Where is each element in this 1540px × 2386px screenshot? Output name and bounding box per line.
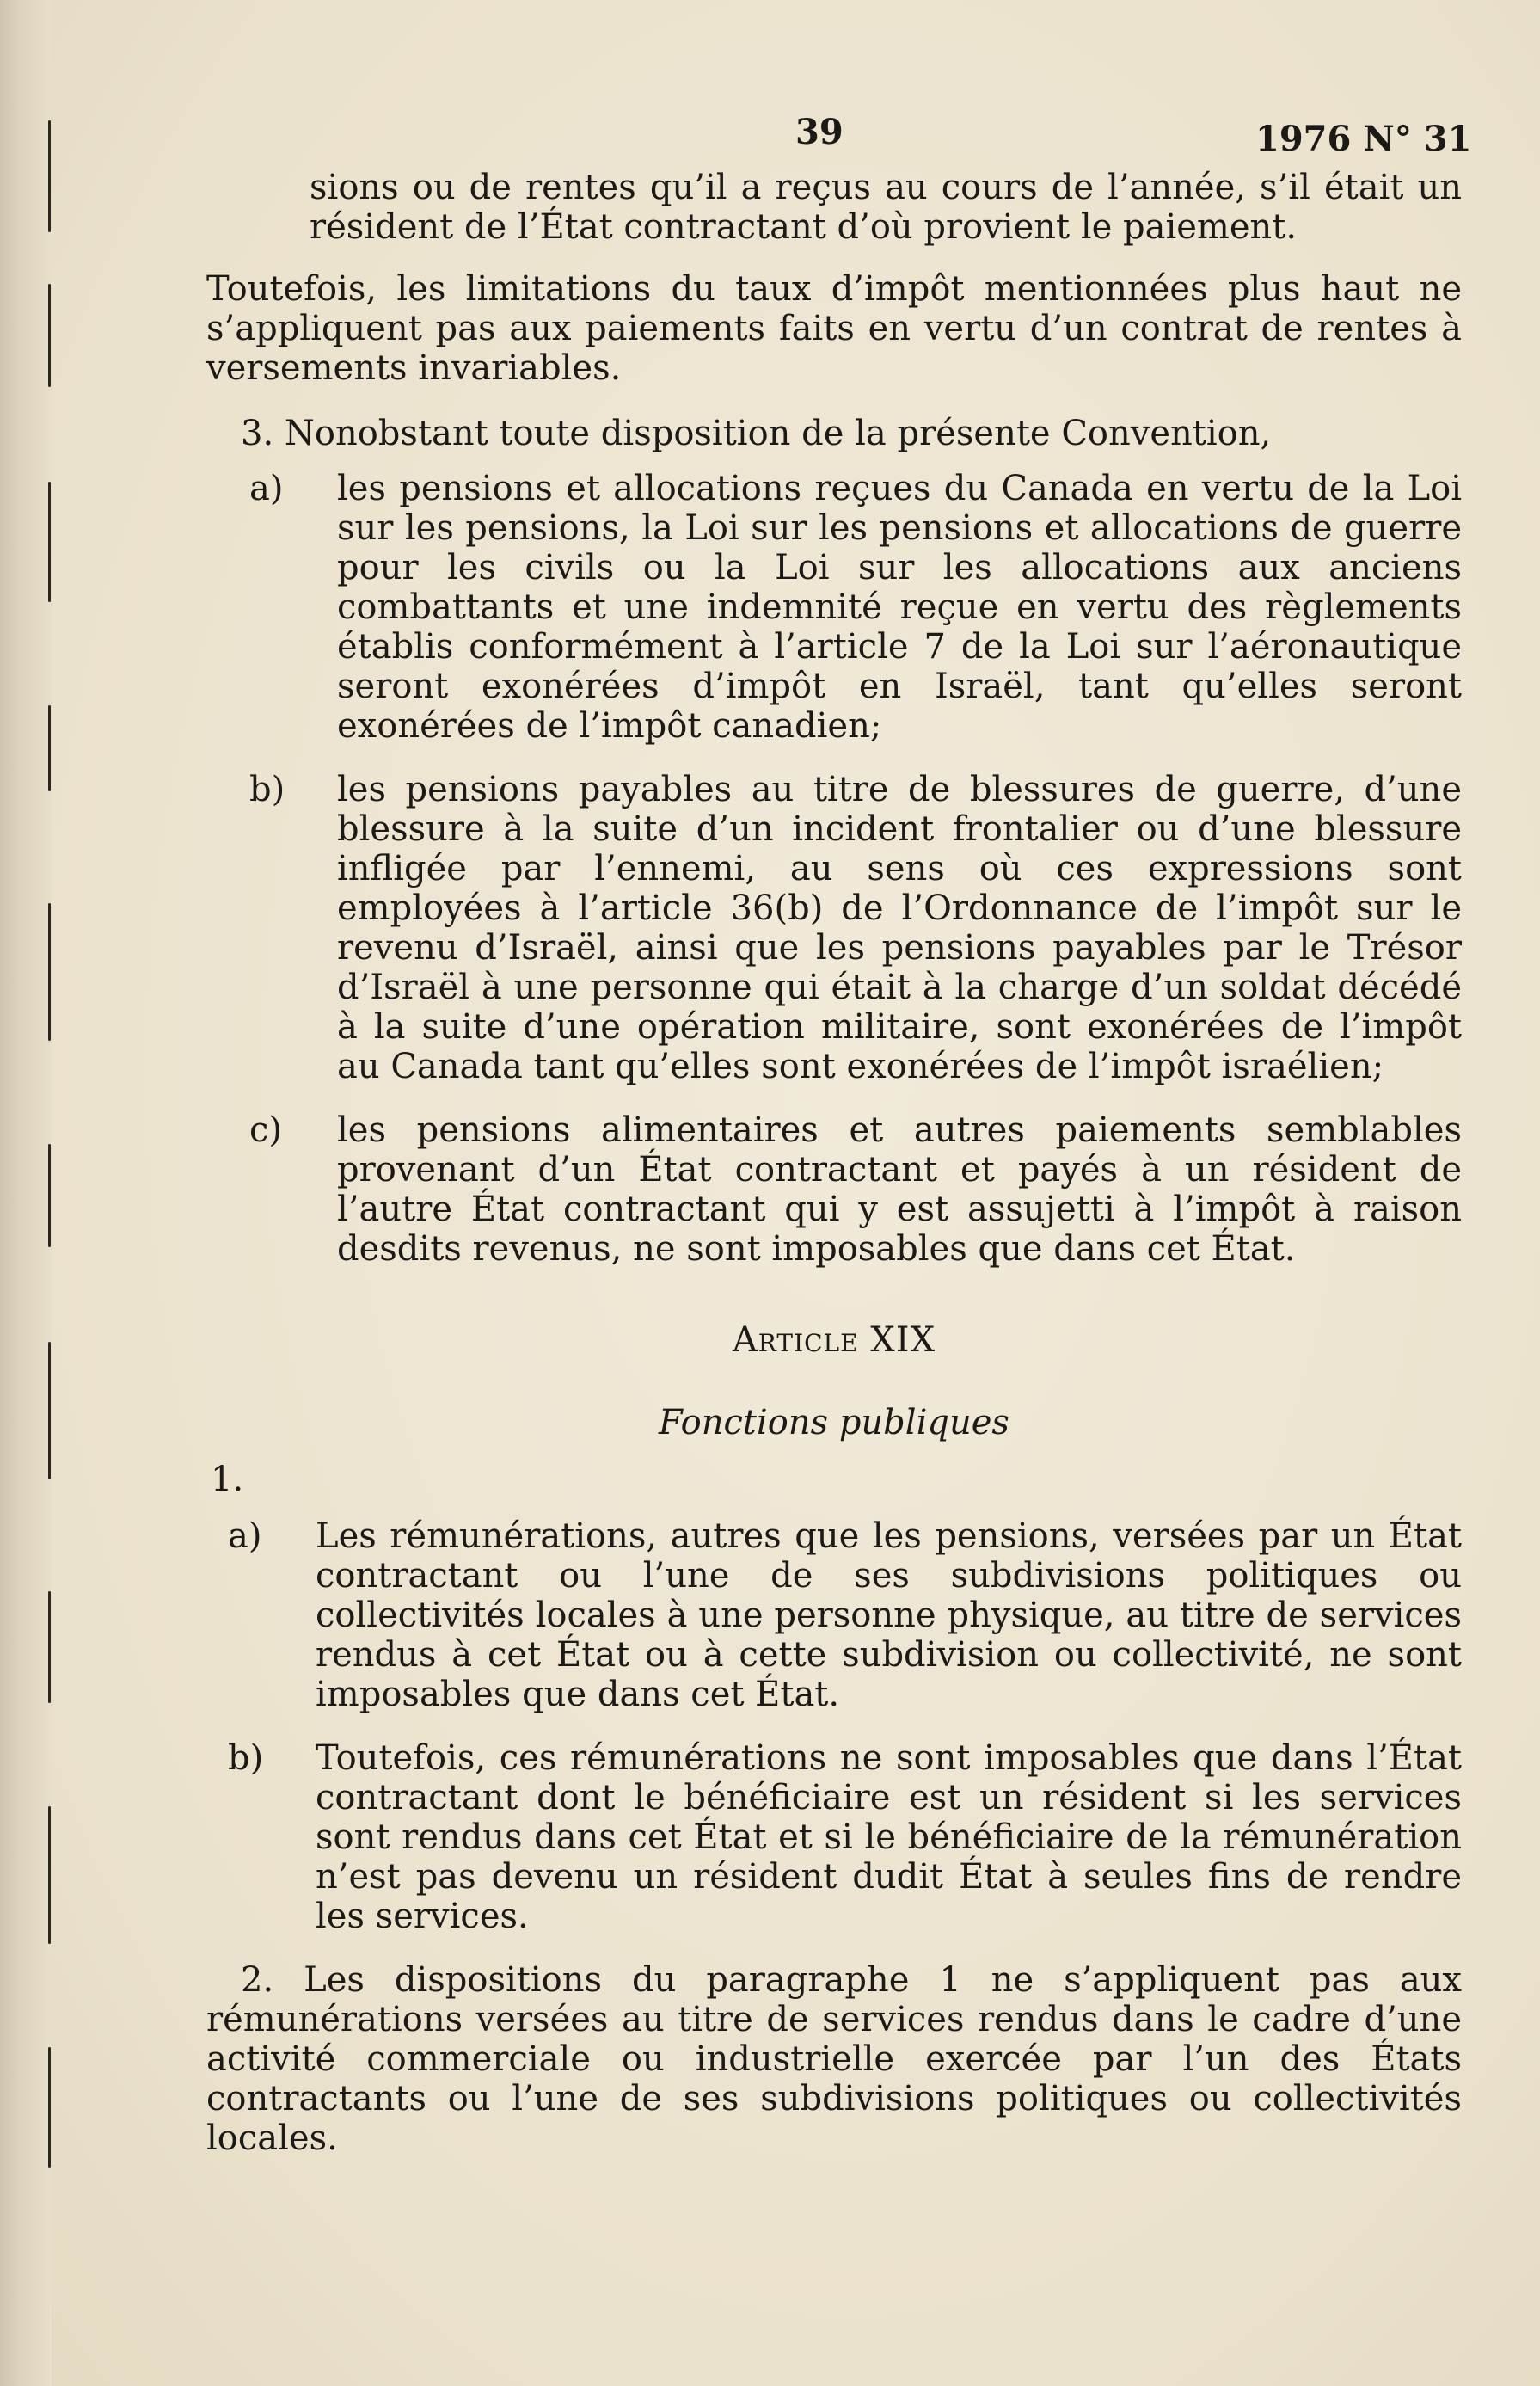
binding-mark	[48, 482, 51, 602]
paragraph-3-heading: 3. Nonobstant toute disposition de la présente Convention,	[241, 414, 1272, 453]
list-text: les pensions payables au titre de blessures de guerre, d’une blessure à la suite d’un incident frontalier ou d’une blessure infligée par l’ennemi, au sens où ces expressions sont employées à l’article 36(b) de l’Ordonnance de l’impôt sur le revenu d’Israël, ainsi que les pensions payables par le Trésor d’Israël à une personne qui était à la charge d’un soldat décédé à la suite d’une opération militaire, sont exonérées de l’impôt au Canada tant qu’elles sont exonérées de l’impôt israélien;	[337, 770, 1462, 1086]
list-label: c)	[249, 1110, 283, 1150]
article-title: Article XIX	[732, 1320, 936, 1360]
binding-mark	[48, 1144, 51, 1247]
list-label: b)	[228, 1738, 264, 1778]
article-subtitle: Fonctions publiques	[659, 1403, 1009, 1442]
list-text: Toutefois, ces rémunérations ne sont imposables que dans l’État contractant dont le bénéficiaire est un résident si les services sont rendus dans cet État et si le bénéficiaire de la rémunération n’est pas devenu un résident dudit État à seules fins de rendre les services.	[316, 1738, 1462, 1936]
binding-mark	[48, 903, 51, 1041]
binding-gutter	[0, 0, 52, 2386]
page-number: 39	[795, 112, 844, 152]
binding-mark	[48, 705, 51, 791]
binding-mark	[48, 2047, 51, 2168]
page-header	[0, 112, 1540, 163]
binding-mark	[48, 1591, 51, 1703]
list-item	[228, 1516, 1462, 1714]
list-item	[228, 1738, 1462, 1936]
paragraph: 2. Les dispositions du paragraphe 1 ne s’appliquent pas aux rémunérations versées au titre de services rendus dans le cadre d’une activité commerciale ou industrielle exercée par l’un des États contractants ou l’une de ses subdivisions politiques ou collectivités locales.	[206, 1960, 1462, 2158]
paragraph: Toutefois, les limitations du taux d’impôt mentionnées plus haut ne s’appliquent pas aux paiements faits en vertu d’un contrat de rentes à versements invariables.	[206, 269, 1462, 388]
paragraph-number: 1.	[211, 1460, 244, 1499]
list-label: b)	[249, 770, 285, 809]
list-text: les pensions et allocations reçues du Canada en vertu de la Loi sur les pensions, la Loi sur les pensions et allocations de guerre pour les civils ou la Loi sur les allocations aux anciens combattants et une indemnité reçue en vertu des règlements établis conformément à l’article 7 de la Loi sur l’aéronautique seront exonérées d’impôt en Israël, tant qu’elles seront exonérées de l’impôt canadien;	[337, 469, 1462, 746]
list-item	[249, 1110, 1462, 1269]
list-item	[249, 770, 1462, 1086]
binding-mark	[48, 1342, 51, 1479]
list-text: Les rémunérations, autres que les pensions, versées par un État contractant ou l’une de ses subdivisions politiques ou collectivités locales à une personne physique, au titre de services rendus à cet État ou à cette subdivision ou collectivité, ne sont imposables que dans cet État.	[316, 1516, 1462, 1714]
list-label: a)	[249, 469, 284, 508]
binding-mark	[48, 284, 51, 387]
document-number: 1976 N° 31	[1255, 119, 1472, 159]
binding-mark	[48, 1806, 51, 1944]
paragraph-continuation: sions ou de rentes qu’il a reçus au cours de l’année, s’il était un résident de l’État contractant d’où provient le paiement.	[310, 168, 1462, 247]
list-label: a)	[228, 1516, 262, 1556]
list-item	[249, 469, 1462, 746]
list-text: les pensions alimentaires et autres paiements semblables provenant d’un État contractant et payés à un résident de l’autre État contractant qui y est assujetti à l’impôt à raison desdits revenus, ne sont imposables que dans cet État.	[337, 1110, 1462, 1269]
page-body	[206, 168, 1462, 2184]
